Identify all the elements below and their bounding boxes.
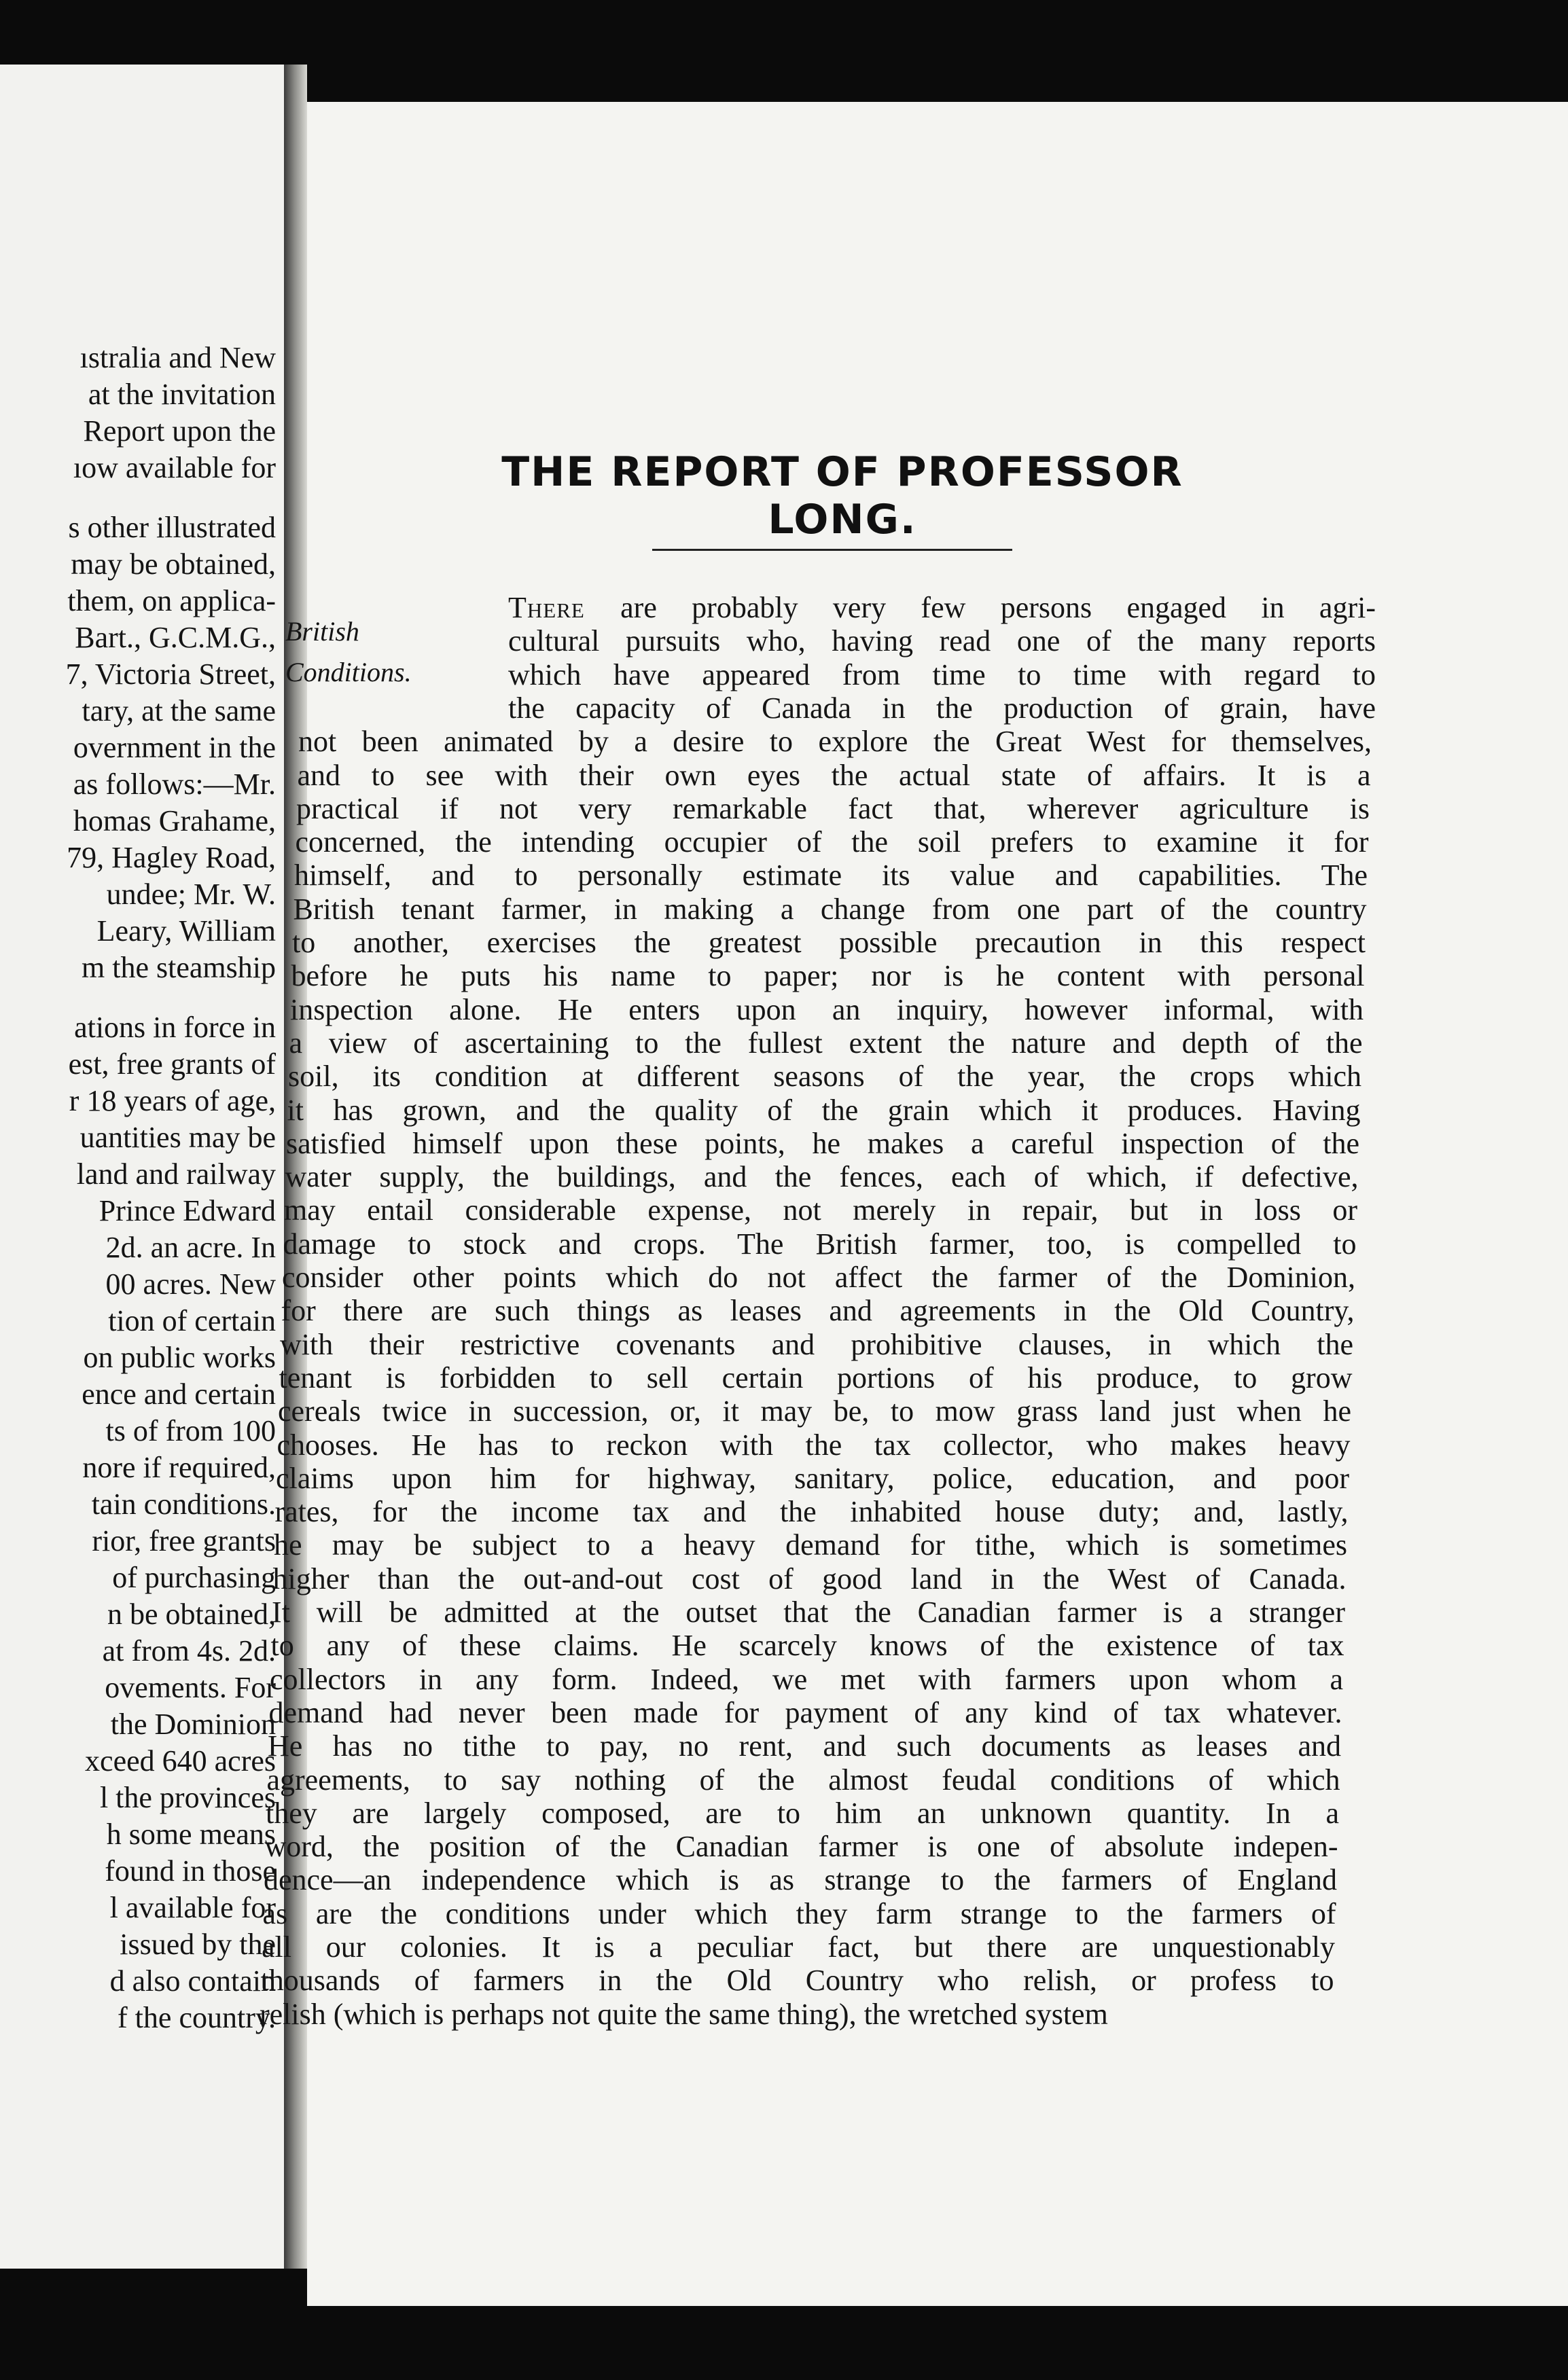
left-column-line: 00 acres. New	[105, 1267, 276, 1301]
left-column-line: ıstralia and New	[79, 341, 276, 374]
body-line: It will be admitted at the outset that the Canadian farmer is a stranger	[272, 1595, 1345, 1629]
body-line: word, the position of the Canadian farmer is one of absolute indepen-	[264, 1830, 1338, 1864]
body-line: consider other points which do not affect the farmer of the Dominion,	[282, 1261, 1355, 1294]
left-column-line: as follows:—Mr.	[73, 768, 276, 801]
body-line: soil, its condition at different seasons of the year, the crops which	[288, 1060, 1361, 1094]
body-line: with their restrictive covenants and prohibitive clauses, in which the	[280, 1327, 1353, 1361]
drop-first-word: There	[508, 591, 621, 624]
left-column-line: land and railway	[76, 1157, 276, 1191]
left-column-line: d also contain	[109, 1964, 276, 1998]
body-line: as are the conditions under which they farm strange to the farmers of	[262, 1896, 1336, 1930]
left-column-line: ts of from 100	[105, 1414, 276, 1447]
left-column-line: uantities may be	[79, 1121, 276, 1154]
left-column-line: 79, Hagley Road,	[67, 841, 276, 874]
title-rule	[652, 549, 1012, 551]
body-line: collectors in any form. Indeed, we met with farmers upon whom a	[270, 1662, 1343, 1696]
body-line: they are largely composed, are to him an unknown quantity. In a	[266, 1796, 1339, 1830]
left-column-line: at the invitation	[88, 378, 276, 411]
body-line	[508, 590, 1376, 626]
left-column-line: issued by the	[120, 1928, 276, 1961]
left-column-line: of purchasing	[112, 1561, 276, 1594]
body-line: damage to stock and crops. The British farmer, too, is compelled to	[283, 1227, 1357, 1261]
left-column-line: ovements. For	[105, 1671, 276, 1704]
left-column-line: Prince Edward	[99, 1194, 276, 1227]
body-line: and to see with their own eyes the actual state of affairs. It is a	[297, 758, 1371, 792]
body-line: to another, exercises the greatest possible precaution in this respect	[292, 926, 1366, 959]
left-column-line: homas Grahame,	[73, 804, 276, 837]
body-line: demand had never been made for payment of any kind of tax whatever.	[268, 1695, 1342, 1729]
body-line: concerned, the intending occupier of the soil prefers to examine it for	[295, 825, 1369, 859]
body-line: agreements, to say nothing of the almost feudal conditions of which	[266, 1763, 1340, 1797]
body-line: relish (which is perhaps not quite the same thing), the wretched system	[260, 1997, 1108, 2031]
left-column-line: m the steamship	[82, 951, 276, 984]
body-line: for there are such things as leases and agreements in the Old Country,	[281, 1294, 1355, 1328]
body-line: may entail considerable expense, not merely in repair, but in loss or	[284, 1193, 1357, 1227]
left-column-line: l available for	[109, 1891, 276, 1924]
body-line: before he puts his name to paper; nor is he content with personal	[291, 959, 1365, 993]
left-column-line: Bart., G.C.M.G.,	[75, 621, 276, 654]
body-line: it has grown, and the quality of the grain which it produces. Having	[287, 1093, 1361, 1127]
left-page	[0, 65, 284, 2269]
left-column-line: tain conditions.	[91, 1488, 276, 1521]
left-column-line: ations in force in	[74, 1011, 276, 1044]
body-line: British tenant farmer, in making a change from one part of the country	[293, 892, 1367, 926]
left-column-line: undee; Mr. W.	[106, 878, 276, 911]
left-column-line: overnment in the	[73, 731, 276, 764]
left-column-line: them, on applica-	[67, 584, 276, 617]
body-line: a view of ascertaining to the fullest extent the nature and depth of the	[289, 1026, 1363, 1060]
left-column-line: Report upon the	[83, 414, 276, 448]
left-column-line: Leary, William	[96, 914, 276, 948]
left-column-line: 2d. an acre. In	[105, 1231, 276, 1264]
left-column-line: n be obtained,	[107, 1598, 276, 1631]
body-line: tenant is forbidden to sell certain portions of his produce, to grow	[279, 1360, 1353, 1394]
body-line: higher than the out-and-out cost of good land in the West of Canada.	[272, 1562, 1347, 1595]
body-line: which have appeared from time to time with regard to	[508, 657, 1376, 691]
left-column-line: 7, Victoria Street,	[65, 657, 276, 691]
body-line: chooses. He has to reckon with the tax collector, who makes heavy	[277, 1428, 1351, 1462]
body-line: cultural pursuits who, having read one of the many reports	[508, 624, 1376, 658]
left-column-line: l the provinces	[99, 1781, 276, 1814]
body-line: water supply, the buildings, and the fences, each of which, if defective,	[285, 1160, 1359, 1194]
body-line: inspection alone. He enters upon an inquiry, however informal, with	[290, 992, 1364, 1026]
body-line: He has no tithe to pay, no rent, and such documents as leases and	[268, 1729, 1341, 1763]
left-column-line: the Dominion	[110, 1708, 276, 1741]
left-column-line: ence and certain	[82, 1377, 276, 1411]
left-column-line: xceed 640 acres	[85, 1744, 276, 1778]
body-line: practical if not very remarkable fact that, wherever agriculture is	[296, 791, 1370, 825]
body-line: thousands of farmers in the Old Country who relish, or profess to	[260, 1964, 1334, 1998]
margin-note-line: Conditions.	[285, 657, 412, 687]
left-column-line: nore if required,	[82, 1451, 276, 1484]
body-line: he may be subject to a heavy demand for tithe, which is sometimes	[274, 1528, 1347, 1562]
body-line: all our colonies. It is a peculiar fact, but there are unquestionably	[262, 1930, 1335, 1964]
body-line: satisfied himself upon these points, he makes a careful inspection of the	[286, 1126, 1359, 1160]
body-line-text: are probably very few persons engaged in agri-	[620, 591, 1376, 624]
left-column-line: r 18 years of age,	[69, 1084, 276, 1117]
body-line: cereals twice in succession, or, it may be, to mow grass land just when he	[278, 1394, 1351, 1428]
left-column-line: found in those	[105, 1854, 276, 1888]
page-title: THE REPORT OF PROFESSOR LONG.	[501, 448, 1183, 543]
body-line: himself, and to personally estimate its value and capabilities. The	[294, 859, 1368, 892]
left-column-line: at from 4s. 2d.	[102, 1634, 276, 1667]
left-column-line: s other illustrated	[68, 511, 276, 544]
left-column-line: f the country.	[118, 2001, 276, 2034]
body-line: to any of these claims. He scarcely knows of the existence of tax	[270, 1629, 1344, 1663]
body-line: the capacity of Canada in the production of grain, have	[508, 691, 1376, 725]
body-line: not been animated by a desire to explore the Great West for themselves,	[298, 725, 1372, 759]
left-column-line: tion of certain	[108, 1304, 276, 1337]
left-column-line: rior, free grants	[92, 1524, 276, 1557]
left-column-line: tary, at the same	[82, 694, 276, 727]
left-column-line: on public works	[83, 1341, 276, 1374]
body-line: dence—an independence which is as strange to the farmers of England	[264, 1863, 1337, 1897]
body-line: claims upon him for highway, sanitary, police, education, and poor	[276, 1461, 1349, 1495]
left-column-line: may be obtained,	[71, 547, 276, 581]
margin-note-line: British	[285, 616, 359, 647]
margin-note	[285, 611, 482, 693]
left-column-line: est, free grants of	[68, 1047, 276, 1081]
left-column-line: h some means	[106, 1818, 276, 1851]
body-line: rates, for the income tax and the inhabited house duty; and, lastly,	[274, 1495, 1349, 1529]
left-column-line: ıow available for	[73, 451, 276, 484]
